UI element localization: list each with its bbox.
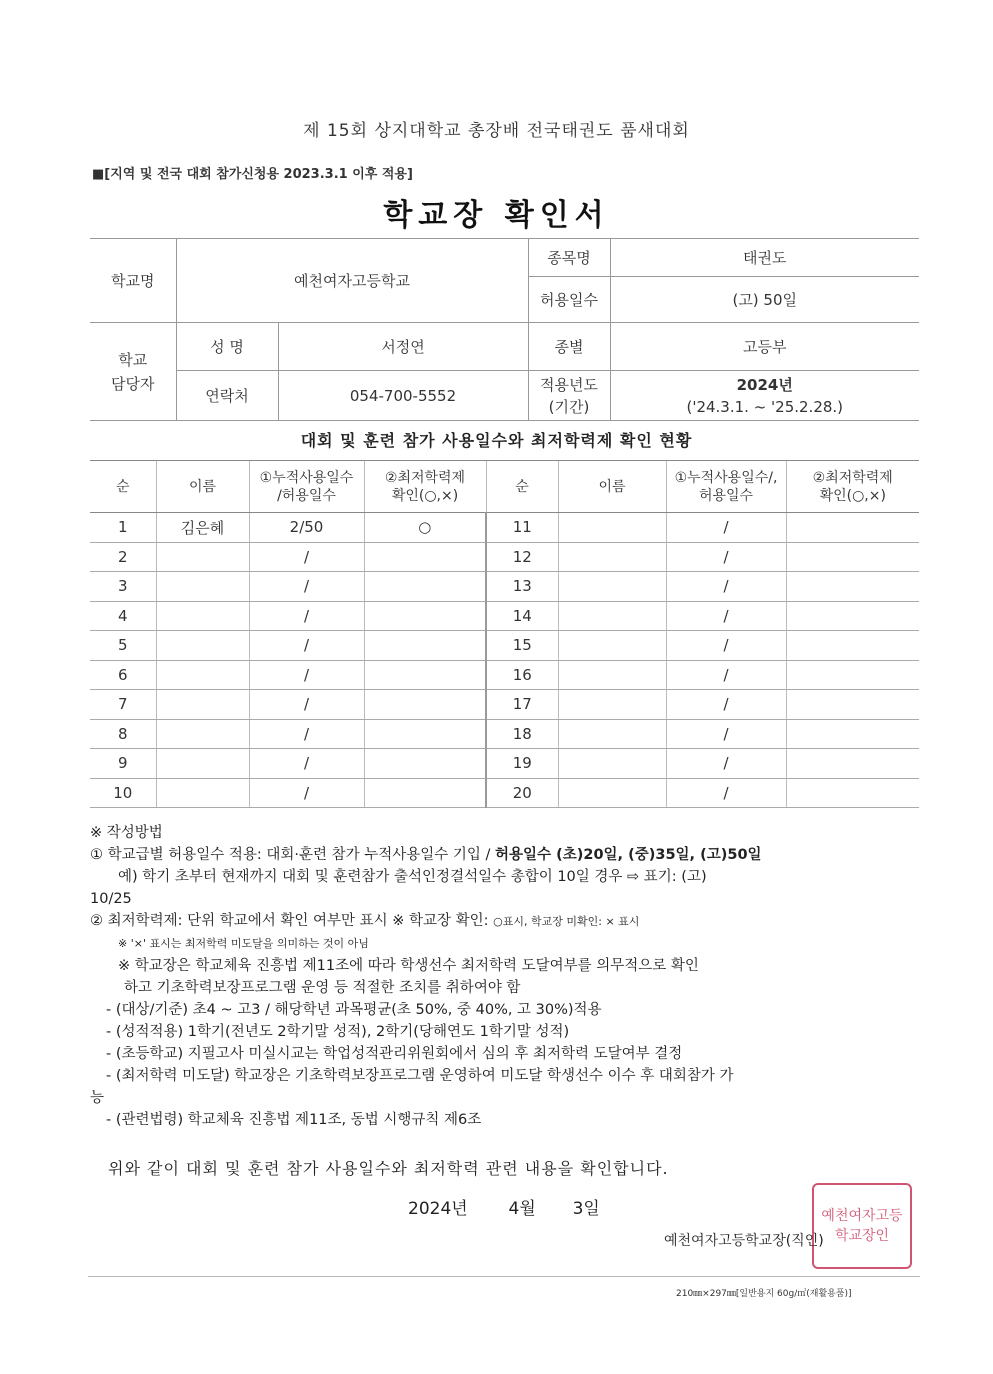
- row-name-right: [558, 601, 666, 631]
- row-days: /: [249, 719, 364, 749]
- row-days: /: [249, 572, 364, 602]
- instruction-note-x: ※ '×' 표시는 최저학력 미도달을 의미하는 것이 아님: [118, 937, 369, 950]
- row-no-right: 18: [486, 719, 558, 749]
- status-heading: 대회 및 훈련 참가 사용일수와 최저학력제 확인 현황: [300, 431, 693, 450]
- instruction-bullet-2: - (성적적용) 1학기(전년도 2학기말 성적), 2학기(당해연도 1학기말 성적): [106, 1024, 570, 1040]
- row-name-right: [558, 660, 666, 690]
- row-no-right: 12: [486, 542, 558, 572]
- row-no-right: 20: [486, 778, 558, 808]
- row-name: [156, 601, 249, 631]
- school-seal-icon: [812, 1183, 912, 1269]
- date-line: [408, 1194, 600, 1219]
- contact-label: 연락처: [176, 371, 278, 421]
- row-days: /: [249, 749, 364, 779]
- row-days-right: /: [666, 719, 786, 749]
- signer-line: 예천여자고등학교장(직인): [664, 1233, 824, 1249]
- row-check-right: [786, 601, 919, 631]
- row-no: 7: [90, 690, 156, 720]
- instruction-item-1-text: ① 학교급별 허용일수 적용: 대회·훈련 참가 누적사용일수 기입 /: [90, 847, 496, 863]
- row-check: [364, 690, 486, 720]
- row-check-right: [786, 631, 919, 661]
- instruction-item-2: [90, 910, 920, 933]
- status-table: [90, 460, 919, 808]
- row-name-right: [558, 631, 666, 661]
- row-check-right: [786, 719, 919, 749]
- row-days: /: [249, 601, 364, 631]
- instruction-bullet-1: - (대상/기준) 초4 ~ 고3 / 해당학년 과목평균(초 50%, 중 40%, 고 30%)적용: [106, 1002, 602, 1018]
- instructions: [90, 822, 920, 1131]
- table-row: [90, 631, 919, 661]
- col-header-no: 순: [90, 461, 156, 513]
- instruction-item-2-text: ② 최저학력제: 단위 학교에서 확인 여부만 표시 ※ 학교장 확인:: [90, 913, 494, 929]
- row-no: 1: [90, 513, 156, 543]
- year-label: 적용년도 (기간): [528, 371, 610, 421]
- row-days-right: /: [666, 690, 786, 720]
- table-row: [90, 513, 919, 543]
- instruction-bullet-5: - (관련법령) 학교체육 진흥법 제11조, 동법 시행규칙 제6조: [106, 1112, 482, 1128]
- row-days: 2/50: [249, 513, 364, 543]
- row-days-right: /: [666, 749, 786, 779]
- row-check-right: [786, 513, 919, 543]
- row-no-right: 16: [486, 660, 558, 690]
- period-value: ('24.3.1. ~ '25.2.28.): [686, 397, 844, 416]
- row-days-right: /: [666, 513, 786, 543]
- row-no: 2: [90, 542, 156, 572]
- year-cell: [610, 371, 919, 421]
- row-days-right: /: [666, 631, 786, 661]
- event-title: 제 15회 상지대학교 총장배 전국태권도 품새대회: [303, 121, 690, 141]
- table-row: [90, 778, 919, 808]
- row-no: 8: [90, 719, 156, 749]
- instruction-bullet-3: - (초등학교) 지필고사 미실시교는 학업성적관리위원회에서 심의 후 최저학력 도달여부 결정: [106, 1046, 683, 1062]
- instruction-item-1-example: 예) 학기 초부터 현재까지 대회 및 훈련참가 출석인정결석일수 총합이 10일 경우 ⇨ 표기: (고): [118, 869, 707, 885]
- date-month: 4월: [508, 1199, 536, 1219]
- row-check-right: [786, 778, 919, 808]
- row-no: 5: [90, 631, 156, 661]
- instruction-item-1-example-cont: 10/25: [90, 891, 132, 907]
- row-check: [364, 542, 486, 572]
- name-label: 성 명: [176, 323, 278, 371]
- row-name-right: [558, 513, 666, 543]
- row-name: 김은혜: [156, 513, 249, 543]
- instructions-heading: ※ 작성방법: [90, 825, 163, 841]
- row-days: /: [249, 690, 364, 720]
- instruction-item-1: [90, 844, 920, 866]
- row-days-right: /: [666, 660, 786, 690]
- paper-spec: 210㎜×297㎜[일반용지 60g/㎡(재활용품)]: [676, 1289, 852, 1299]
- row-days-right: /: [666, 778, 786, 808]
- table-row: [90, 542, 919, 572]
- year-value: 2024년: [736, 375, 793, 394]
- row-days: /: [249, 660, 364, 690]
- instruction-bullet-4-cont: 능: [90, 1090, 105, 1106]
- instruction-note-principal: ※ 학교장은 학교체육 진흥법 제11조에 따라 학생선수 최저학력 도달여부를 의무적으로 확인: [118, 958, 699, 974]
- row-name: [156, 660, 249, 690]
- row-no: 10: [90, 778, 156, 808]
- row-no-right: 19: [486, 749, 558, 779]
- row-days-right: /: [666, 601, 786, 631]
- table-row: [90, 690, 919, 720]
- row-no: 6: [90, 660, 156, 690]
- row-no-right: 11: [486, 513, 558, 543]
- row-check: [364, 572, 486, 602]
- instruction-bullet-4: - (최저학력 미도달) 학교장은 기초학력보장프로그램 운영하여 미도달 학생선수 이수 후 대회참가 가: [106, 1068, 734, 1084]
- row-no: 4: [90, 601, 156, 631]
- col-header-name: 이름: [156, 461, 249, 513]
- row-name: [156, 542, 249, 572]
- instruction-item-1-bold: 허용일수 (초)20일, (중)35일, (고)50일: [495, 847, 762, 863]
- row-check-right: [786, 660, 919, 690]
- division-value: 고등부: [610, 323, 919, 371]
- row-name-right: [558, 690, 666, 720]
- col-header-no-right: 순: [486, 461, 558, 513]
- table-row: [90, 572, 919, 602]
- form-note: ■[지역 및 전국 대회 참가신청용 2023.3.1 이후 적용]: [92, 167, 413, 182]
- row-check-right: [786, 749, 919, 779]
- row-check: ○: [364, 513, 486, 543]
- event-label: 종목명: [528, 239, 610, 277]
- row-name: [156, 631, 249, 661]
- document-title: 학교장 확인서: [383, 198, 610, 233]
- date-year: 2024년: [408, 1199, 468, 1219]
- table-row: [90, 719, 919, 749]
- row-days-right: /: [666, 572, 786, 602]
- school-label: 학교명: [90, 239, 176, 323]
- row-check: [364, 719, 486, 749]
- row-no-right: 17: [486, 690, 558, 720]
- manager-label: 학교 담당자: [90, 323, 176, 421]
- row-check: [364, 601, 486, 631]
- row-days: /: [249, 778, 364, 808]
- row-no: 3: [90, 572, 156, 602]
- contact-value: 054-700-5552: [278, 371, 528, 421]
- row-name: [156, 572, 249, 602]
- row-name-right: [558, 778, 666, 808]
- confirmation-statement: 위와 같이 대회 및 훈련 참가 사용일수와 최저학력 관련 내용을 확인합니다.: [108, 1159, 669, 1178]
- allowed-days-value: (고) 50일: [610, 277, 919, 323]
- table-row: [90, 749, 919, 779]
- school-info-table: [90, 238, 919, 421]
- row-no-right: 13: [486, 572, 558, 602]
- col-header-check: ②최저학력제 확인(○,×): [364, 461, 486, 513]
- row-name: [156, 690, 249, 720]
- seal-text: 예천여자고등학교장인: [821, 1208, 903, 1244]
- event-value: 태권도: [610, 239, 919, 277]
- table-row: [90, 601, 919, 631]
- row-name-right: [558, 572, 666, 602]
- bottom-divider: [88, 1276, 920, 1277]
- row-check: [364, 749, 486, 779]
- allowed-days-label: 허용일수: [528, 277, 610, 323]
- division-label: 종별: [528, 323, 610, 371]
- name-value: 서정연: [278, 323, 528, 371]
- row-name: [156, 778, 249, 808]
- row-no: 9: [90, 749, 156, 779]
- row-name-right: [558, 542, 666, 572]
- date-day: 3일: [572, 1199, 600, 1219]
- instruction-item-2-small: ○표시, 학교장 미확인: × 표시: [493, 915, 640, 928]
- row-check: [364, 660, 486, 690]
- row-name-right: [558, 719, 666, 749]
- row-check-right: [786, 690, 919, 720]
- row-days-right: /: [666, 542, 786, 572]
- row-check: [364, 778, 486, 808]
- row-days: /: [249, 631, 364, 661]
- col-header-name-right: 이름: [558, 461, 666, 513]
- row-name: [156, 749, 249, 779]
- row-no-right: 15: [486, 631, 558, 661]
- row-name: [156, 719, 249, 749]
- col-header-days-right: ①누적사용일수/, 허용일수: [666, 461, 786, 513]
- row-days: /: [249, 542, 364, 572]
- row-check: [364, 631, 486, 661]
- row-no-right: 14: [486, 601, 558, 631]
- row-check-right: [786, 542, 919, 572]
- row-check-right: [786, 572, 919, 602]
- instruction-note-principal-cont: 하고 기초학력보장프로그램 운영 등 적절한 조치를 취하여야 함: [124, 980, 521, 996]
- row-name-right: [558, 749, 666, 779]
- table-row: [90, 660, 919, 690]
- school-value: 예천여자고등학교: [176, 239, 528, 323]
- col-header-days: ①누적사용일수 /허용일수: [249, 461, 364, 513]
- col-header-check-right: ②최저학력제 확인(○,×): [786, 461, 919, 513]
